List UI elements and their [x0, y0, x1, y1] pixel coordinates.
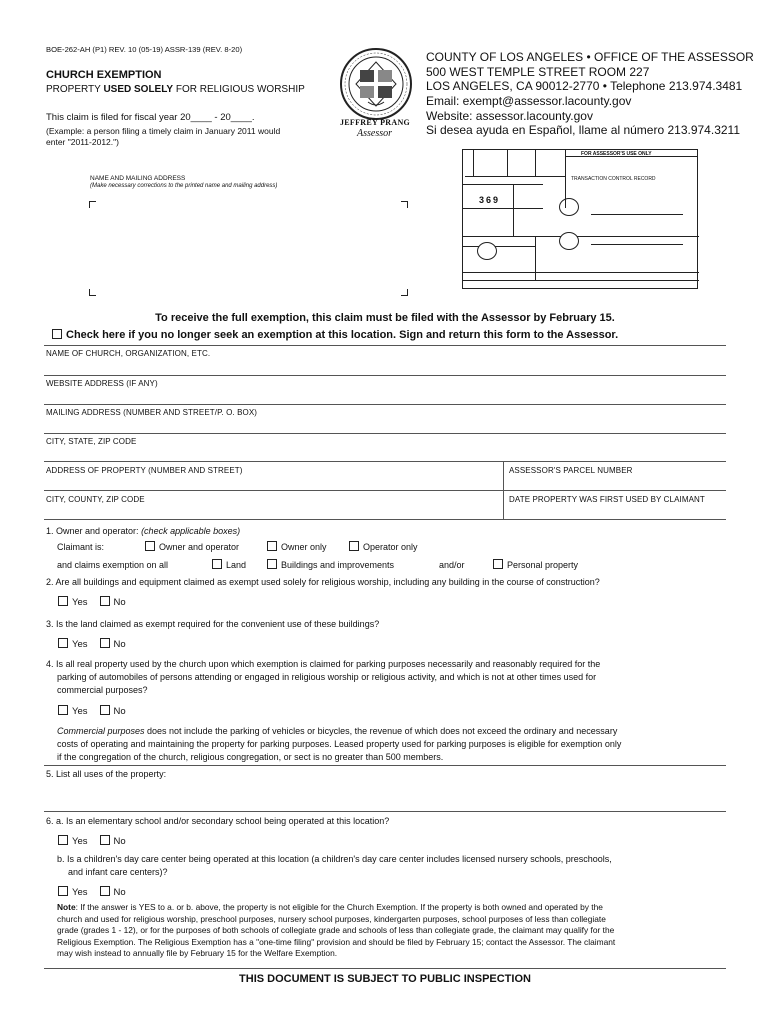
city-state-zip-field[interactable] [44, 448, 726, 461]
q6b-no-checkbox[interactable] [100, 886, 110, 896]
q2-yes-no: Yes No [58, 596, 126, 608]
office-website[interactable]: Website: assessor.lacounty.gov [426, 109, 593, 123]
form-subtitle: PROPERTY USED SOLELY FOR RELIGIOUS WORSHIP [46, 84, 305, 95]
address-corner-bl [89, 289, 96, 296]
assessor-code: 369 [479, 195, 501, 205]
mailing-address-label: MAILING ADDRESS (NUMBER AND STREET/P. O. BOX) [46, 408, 258, 417]
and-or-label: and/or [439, 560, 465, 570]
owner-only-checkbox[interactable] [267, 541, 277, 551]
address-corner-tl [89, 201, 96, 208]
county-seal-icon [338, 46, 414, 122]
land-option[interactable]: Land [212, 559, 246, 572]
mailing-address-field[interactable] [44, 419, 726, 433]
q6b-yes-no: Yes No [58, 886, 126, 898]
buildings-checkbox[interactable] [267, 559, 277, 569]
church-name-field[interactable] [44, 360, 726, 375]
commercial-purposes-line3: if the congregation of the church, religious congregation, or sect is no greater than 500 members. [57, 752, 444, 762]
office-line2: 500 WEST TEMPLE STREET ROOM 227 [426, 65, 650, 79]
address-block-label: NAME AND MAILING ADDRESS [90, 175, 186, 182]
operator-only-option[interactable]: Operator only [349, 541, 418, 554]
no-longer-row [52, 329, 618, 341]
q2-yes-checkbox[interactable] [58, 596, 68, 606]
owner-and-operator-checkbox[interactable] [145, 541, 155, 551]
q6a-text: 6. a. Is an elementary school and/or secondary school being operated at this location? [46, 816, 390, 826]
q2-no-checkbox[interactable] [100, 596, 110, 606]
assessor-use-box [462, 149, 698, 289]
q6a-yes-no: Yes No [58, 835, 126, 847]
no-longer-checkbox[interactable] [52, 329, 62, 339]
q6a-no-checkbox[interactable] [100, 835, 110, 845]
q4-line3: commercial purposes? [57, 685, 148, 695]
city-state-zip-label: CITY, STATE, ZIP CODE [46, 437, 137, 446]
q3-no-checkbox[interactable] [100, 638, 110, 648]
fiscal-example-line2: enter "2011-2012.") [46, 137, 119, 147]
personal-property-option[interactable]: Personal property [493, 559, 578, 572]
commercial-purposes-line1: Commercial purposes does not include the parking of vehicles or bicycles, the revenue of which does not exceed the ordinary and necessary [57, 726, 618, 736]
no-longer-label: Check here if you no longer seek an exemption at this location. Sign and return this form to the Assessor. [66, 329, 619, 341]
q4-yes-no: Yes No [58, 705, 126, 717]
date-first-used-field[interactable] [505, 506, 726, 519]
q5-text: 5. List all uses of the property: [46, 769, 167, 779]
parcel-number-label: ASSESSOR'S PARCEL NUMBER [509, 466, 633, 475]
city-county-zip-label: CITY, COUNTY, ZIP CODE [46, 495, 145, 504]
q3-yes-checkbox[interactable] [58, 638, 68, 648]
fiscal-year-line: This claim is filed for fiscal year 20____ - 20____. [46, 112, 255, 123]
assessor-title: Assessor [357, 128, 393, 139]
q6b-line1: b. Is a children's day care center being operated at this location (a children's day care center includes licensed nursery schools, preschools, [57, 854, 612, 864]
office-line3: LOS ANGELES, CA 90012-2770 • Telephone 213.974.3481 [426, 79, 743, 93]
owner-only-option[interactable]: Owner only [267, 541, 327, 554]
property-address-label: ADDRESS OF PROPERTY (NUMBER AND STREET) [46, 466, 243, 475]
land-checkbox[interactable] [212, 559, 222, 569]
q6b-line2: and infant care centers)? [68, 867, 168, 877]
q4-no-checkbox[interactable] [100, 705, 110, 715]
q6a-yes-checkbox[interactable] [58, 835, 68, 845]
q4-line1: 4. Is all real property used by the church upon which exemption is claimed for parking purposes necessarily and reasonably required for the [46, 659, 601, 669]
office-spanish-help: Si desea ayuda en Español, llame al número 213.974.3211 [426, 123, 740, 137]
church-name-label: NAME OF CHURCH, ORGANIZATION, ETC. [46, 349, 211, 358]
address-corner-br [401, 289, 408, 296]
website-label: WEBSITE ADDRESS (IF ANY) [46, 379, 158, 388]
date-first-used-label: DATE PROPERTY WAS FIRST USED BY CLAIMANT [509, 495, 705, 504]
fiscal-example-line1: (Example: a person filing a timely claim in January 2011 would [46, 126, 281, 136]
deadline-notice: To receive the full exemption, this claim must be filed with the Assessor by February 15. [155, 312, 615, 324]
q3-yes-no: Yes No [58, 638, 126, 650]
personal-property-checkbox[interactable] [493, 559, 503, 569]
buildings-option[interactable]: Buildings and improvements [267, 559, 394, 572]
address-corner-tr [401, 201, 408, 208]
transaction-control-label: TRANSACTION CONTROL RECORD [571, 176, 656, 182]
public-inspection-footer: THIS DOCUMENT IS SUBJECT TO PUBLIC INSPECTION [239, 973, 531, 985]
q1-label: 1. Owner and operator: (check applicable boxes) [46, 526, 241, 536]
note-block: Note: If the answer is YES to a. or b. above, the property is not eligible for the Church Exemption. If the property is both owned and operated by the church and used for religious worship, preschool purposes, nursery school purposes, kindergarten purposes, school purposes of less than collegiate grade (grades 1 - 12), or for the purposes of both schools of collegiate grade and schools of less than collegiate grade, the claimant may qualify for the Religious Exemption. The Religious Exemption has a "one-time filing" provision and should be filed by February 15; contact the Assessor. The claimant may wish instead to annually file by February 15 for the Welfare Exemption. [57, 902, 616, 958]
property-uses-field[interactable] [44, 782, 726, 810]
office-email[interactable]: Email: exempt@assessor.lacounty.gov [426, 94, 632, 108]
q4-line2: parking of automobiles of persons attending or engaged in religious worship or religious activity, and which is not at other times used for [57, 672, 597, 682]
q3-text: 3. Is the land claimed as exempt required for the convenient use of these buildings? [46, 619, 380, 629]
q2-text: 2. Are all buildings and equipment claimed as exempt used solely for religious worship, including any building in the course of construction? [46, 577, 600, 587]
claims-exemption-label: and claims exemption on all [57, 560, 169, 570]
property-address-field[interactable] [44, 477, 502, 490]
q4-yes-checkbox[interactable] [58, 705, 68, 715]
parcel-number-field[interactable] [505, 477, 726, 490]
assessor-use-title: FOR ASSESSOR'S USE ONLY [581, 151, 652, 157]
form-number: BOE-262-AH (P1) REV. 10 (05-19) ASSR-139 (REV. 8-20) [46, 45, 243, 54]
website-field[interactable] [44, 390, 726, 404]
city-county-zip-field[interactable] [44, 506, 502, 519]
commercial-purposes-line2: costs of operating and maintaining the property for parking purposes. Leased property used for parking purposes is eligible for exemption only [57, 739, 622, 749]
assessor-name: JEFFREY PRANG [340, 118, 411, 127]
office-line1: COUNTY OF LOS ANGELES • OFFICE OF THE ASSESSOR [426, 50, 754, 64]
address-window[interactable] [100, 210, 392, 286]
owner-and-operator-option[interactable]: Owner and operator [145, 541, 239, 554]
address-block-note: (Make necessary corrections to the printed name and mailing address) [90, 183, 278, 189]
operator-only-checkbox[interactable] [349, 541, 359, 551]
form-title: CHURCH EXEMPTION [46, 69, 162, 81]
claimant-is-label: Claimant is: [57, 542, 105, 552]
q6b-yes-checkbox[interactable] [58, 886, 68, 896]
